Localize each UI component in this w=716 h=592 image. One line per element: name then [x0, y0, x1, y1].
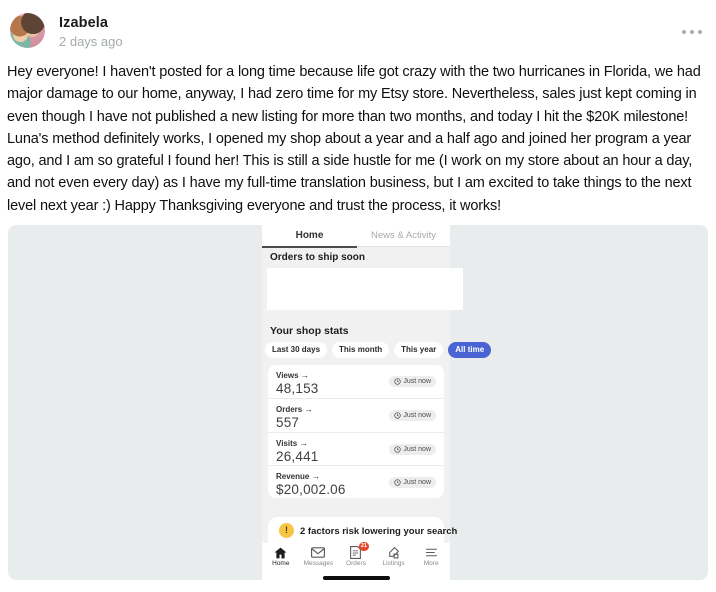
filter-all-time: All time — [448, 342, 491, 358]
avatar[interactable] — [10, 13, 45, 48]
stat-label: Views — [276, 371, 299, 380]
refresh-badge: Just now — [389, 444, 436, 455]
app-tabbar — [262, 225, 450, 247]
post-body-text: Hey everyone! I haven't posted for a long time because life got crazy with the two hurricanes in Florida, we had major damage to our home, anyway, I had zero time for my Etsy store. Nevertheless, sales just kept coming in even though I have not published a new listing for more than two months, and today I hit the $20K milestone! Luna's method definitely works, I opened my shop about a year and a half ago and joined her program a year ago, and I am so grateful I found her! This is still a side hustle for me (I work on my store about an hour a day, and not even every day) as I have my full-time translation business, but I am excited to take things to the next level next year :) Happy Thanksgiving everyone and trust the process, it works! — [7, 64, 701, 214]
orders-count-badge: 21 — [360, 543, 367, 549]
nav-item-orders: 21 Orders — [346, 543, 367, 567]
stat-row-visits — [268, 432, 444, 465]
warning-icon: ! — [279, 523, 294, 538]
stats-filter-chips — [265, 342, 491, 358]
nav-item-home: Home — [262, 546, 300, 573]
stat-value: 48,153 — [276, 381, 319, 396]
refresh-badge: Just now — [389, 410, 436, 421]
redacted-block — [267, 268, 463, 310]
app-bottom-nav — [262, 543, 450, 580]
stat-row-revenue — [268, 465, 444, 498]
clock-icon — [394, 479, 401, 486]
envelope-icon — [311, 546, 325, 559]
post-attachment-image[interactable] — [8, 225, 708, 580]
tab-news-activity: News & Activity — [371, 230, 436, 241]
arrow-icon: → — [300, 370, 310, 380]
arrow-icon: → — [299, 437, 308, 448]
orders-section-title: Orders to ship soon — [270, 252, 366, 263]
home-icon — [274, 546, 288, 559]
clock-icon — [394, 446, 401, 453]
filter-this-year: This year — [394, 342, 443, 358]
arrow-icon: → — [304, 404, 313, 415]
refresh-badge: Just now — [389, 477, 436, 488]
shop-stats-card — [268, 365, 444, 498]
nav-item-listings: Listings — [375, 546, 413, 573]
stat-label: Visits — [276, 438, 298, 448]
stat-row-orders — [268, 398, 444, 431]
refresh-badge: Just now — [389, 376, 436, 387]
nav-item-messages: Messages — [300, 546, 338, 573]
post-timestamp: 2 days ago — [59, 34, 123, 49]
stat-value: $20,002.06 — [276, 481, 346, 497]
stat-value: 26,441 — [276, 448, 319, 464]
clock-icon — [394, 378, 401, 385]
stat-value: 557 — [276, 415, 300, 431]
nav-item-more: More — [412, 546, 450, 573]
tag-pencil-icon — [387, 546, 401, 559]
home-indicator-bar — [323, 576, 390, 580]
stat-label: Revenue — [276, 471, 310, 481]
post-menu-icon[interactable] — [682, 30, 702, 34]
filter-this-month: This month — [332, 342, 389, 358]
tab-home: Home — [295, 230, 324, 241]
alert-text: 2 factors risk lowering your search — [300, 526, 458, 537]
stat-row-views — [268, 365, 444, 398]
clock-icon — [394, 412, 401, 419]
shop-stats-title: Your shop stats — [270, 325, 349, 337]
arrow-icon: → — [311, 470, 321, 481]
filter-last-30-days: Last 30 days — [265, 342, 327, 358]
menu-icon — [424, 546, 438, 559]
author-name[interactable]: Izabela — [59, 15, 109, 31]
stat-label: Orders — [276, 405, 303, 415]
